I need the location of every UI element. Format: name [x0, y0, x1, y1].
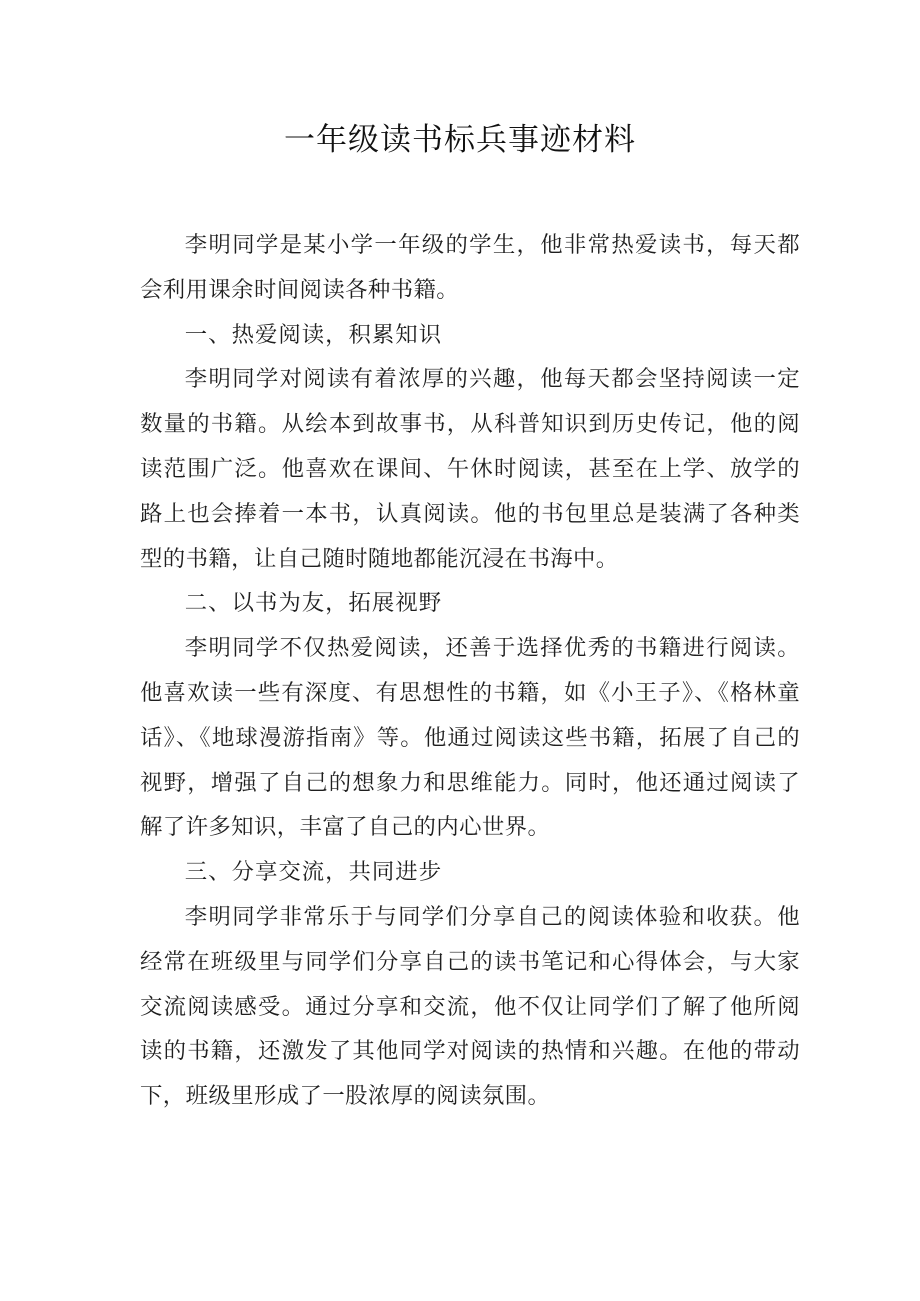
document-title: 一年级读书标兵事迹材料 — [284, 122, 636, 158]
section-heading-2: 二、以书为友，拓展视野 — [184, 590, 443, 617]
section-heading-3: 三、分享交流，共同进步 — [184, 859, 443, 886]
section-paragraph-1: 李明同学对阅读有着浓厚的兴趣，他每天都会坚持阅读一定数量的书籍。从绘本到故事书，从科普知识到历史传记，他的阅读范围广泛。他喜欢在课间、午休时阅读，甚至在上学、放学的路上也会捧着一本书，认真阅读。他的书包里总是装满了各种类型的书籍，让自己随时随地都能沉浸在书海中。 — [140, 366, 800, 572]
section-heading-1: 一、热爱阅读，积累知识 — [184, 321, 443, 348]
section-paragraph-2: 李明同学不仅热爱阅读，还善于选择优秀的书籍进行阅读。他喜欢读一些有深度、有思想性的书籍，如《小王子》、《格林童话》、《地球漫游指南》等。他通过阅读这些书籍，拓展了自己的视野，增强了自己的想象力和思维能力。同时，他还通过阅读了解了许多知识，丰富了自己的内心世界。 — [140, 635, 800, 841]
document-body — [140, 223, 800, 1119]
intro-paragraph: 李明同学是某小学一年级的学生，他非常热爱读书，每天都会利用课余时间阅读各种书籍。 — [140, 232, 800, 303]
section-paragraph-3: 李明同学非常乐于与同学们分享自己的阅读体验和收获。他经常在班级里与同学们分享自己的读书笔记和心得体会，与大家交流阅读感受。通过分享和交流，他不仅让同学们了解了他所阅读的书籍，还激发了其他同学对阅读的热情和兴趣。在他的带动下，班级里形成了一股浓厚的阅读氛围。 — [140, 903, 800, 1110]
